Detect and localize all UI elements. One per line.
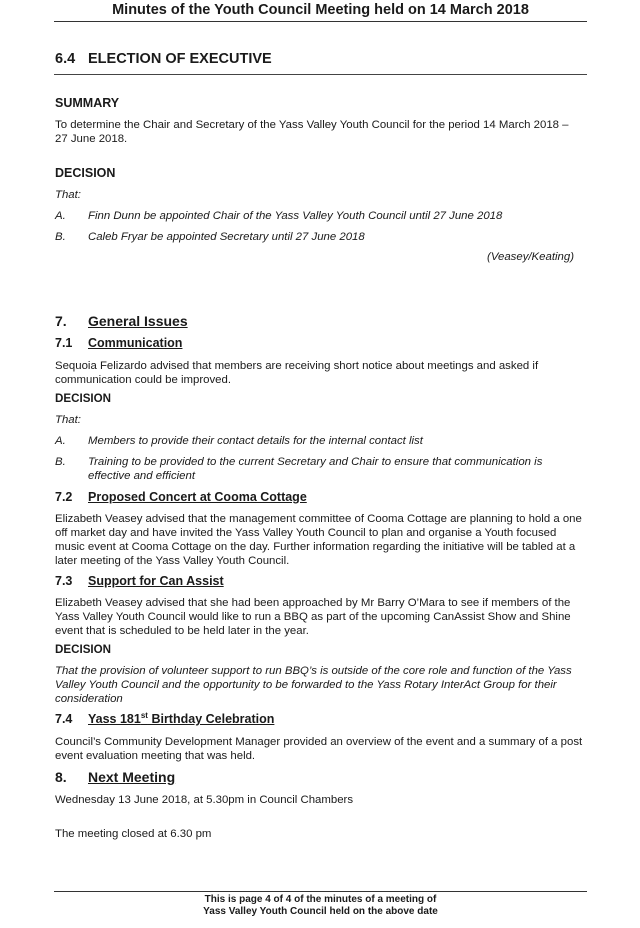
subsection-text: Sequoia Felizardo advised that members are receiving short notice about meetings and asked if communication could be improved. bbox=[55, 360, 539, 386]
section-7-heading bbox=[55, 313, 188, 329]
closing-text: The meeting closed at 6.30 pm bbox=[55, 828, 212, 840]
subsection-title: Communication bbox=[88, 336, 183, 350]
decision-heading: DECISION bbox=[55, 392, 112, 405]
footer-line: Yass Valley Youth Council held on the above date bbox=[203, 906, 438, 917]
item-label: A. bbox=[55, 210, 66, 222]
section-number: 8. bbox=[55, 769, 67, 785]
subsection-title: Proposed Concert at Cooma Cottage bbox=[88, 490, 307, 504]
subsection-text: Elizabeth Veasey advised that the management committee of Cooma Cottage are planning to hold a one off market day and have invited the Yass Valley Youth Council to plan and organise a Youth focused music event at Cooma Cottage on the day. Further information regarding the initiative will be tabled at a later meeting of the Yass Valley Youth Council. bbox=[55, 513, 582, 567]
subsection-number: 7.3 bbox=[55, 574, 73, 588]
subsection-title-post: Birthday Celebration bbox=[147, 712, 275, 726]
subsection-text: Elizabeth Veasey advised that she had been approached by Mr Barry O’Mara to see if members of the Yass Valley Youth Council would like to run a BBQ as part of the upcoming CanAssist Show and Shine event that is scheduled to be held later in the year. bbox=[55, 597, 571, 637]
subsection-title-pre: Yass 181 bbox=[88, 712, 141, 726]
decision-item bbox=[55, 230, 583, 244]
item-text: Members to provide their contact details for the internal contact list bbox=[88, 435, 423, 447]
subsection-7-3-heading bbox=[55, 574, 224, 588]
section-title: Next Meeting bbox=[88, 769, 176, 785]
decision-heading: DECISION bbox=[55, 166, 116, 180]
item-text: Caleb Fryar be appointed Secretary until 27 June 2018 bbox=[88, 231, 365, 243]
decision-item bbox=[55, 209, 583, 223]
subsection-7-4-heading bbox=[55, 712, 274, 726]
subsection-number: 7.4 bbox=[55, 712, 73, 726]
decision-item bbox=[55, 455, 583, 483]
decision-text: That the provision of volunteer support to run BBQ’s is outside of the core role and function of the Yass Valley Youth Council and the opportunity to be forwarded to the Yass Rotary InterAct Group for their consideration bbox=[55, 665, 572, 705]
subsection-number: 7.1 bbox=[55, 336, 73, 350]
footer-line: This is page 4 of 4 of the minutes of a meeting of bbox=[204, 894, 437, 905]
item-label: B. bbox=[55, 231, 66, 243]
item-label: B. bbox=[55, 456, 66, 468]
decision-heading: DECISION bbox=[55, 643, 112, 656]
summary-heading: SUMMARY bbox=[55, 96, 120, 110]
section-title: ELECTION OF EXECUTIVE bbox=[88, 51, 272, 67]
subsection-text: Council’s Community Development Manager provided an overview of the event and a summary of a post event evaluation meeting that was held. bbox=[55, 736, 583, 762]
subsection-number: 7.2 bbox=[55, 490, 73, 504]
summary-text: To determine the Chair and Secretary of the Yass Valley Youth Council for the period 14 March 2018 – 27 June 2018. bbox=[55, 119, 569, 145]
decision-that: That: bbox=[55, 189, 81, 201]
item-text: Finn Dunn be appointed Chair of the Yass Valley Youth Council until 27 June 2018 bbox=[88, 210, 503, 222]
item-text: Training to be provided to the current Secretary and Chair to ensure that communication is effective and efficient bbox=[88, 456, 543, 482]
subsection-7-1-heading bbox=[55, 336, 182, 350]
section-title: General Issues bbox=[88, 313, 188, 329]
subsection-7-2-heading bbox=[55, 490, 307, 504]
section-6-4-heading bbox=[55, 51, 272, 67]
next-meeting-text: Wednesday 13 June 2018, at 5.30pm in Council Chambers bbox=[55, 794, 354, 806]
decision-that: That: bbox=[55, 414, 81, 426]
section-divider bbox=[54, 74, 587, 75]
footer-divider bbox=[54, 891, 587, 892]
item-label: A. bbox=[55, 435, 66, 447]
section-number: 6.4 bbox=[55, 51, 76, 67]
movers: (Veasey/Keating) bbox=[487, 251, 574, 263]
section-8-heading bbox=[55, 769, 175, 785]
subsection-title-sup: st bbox=[140, 710, 148, 720]
section-number: 7. bbox=[55, 313, 67, 329]
decision-item bbox=[55, 434, 583, 448]
page-header: Minutes of the Youth Council Meeting held on 14 March 2018 bbox=[54, 2, 587, 22]
page-footer bbox=[54, 894, 587, 918]
subsection-title: Support for Can Assist bbox=[88, 574, 224, 588]
